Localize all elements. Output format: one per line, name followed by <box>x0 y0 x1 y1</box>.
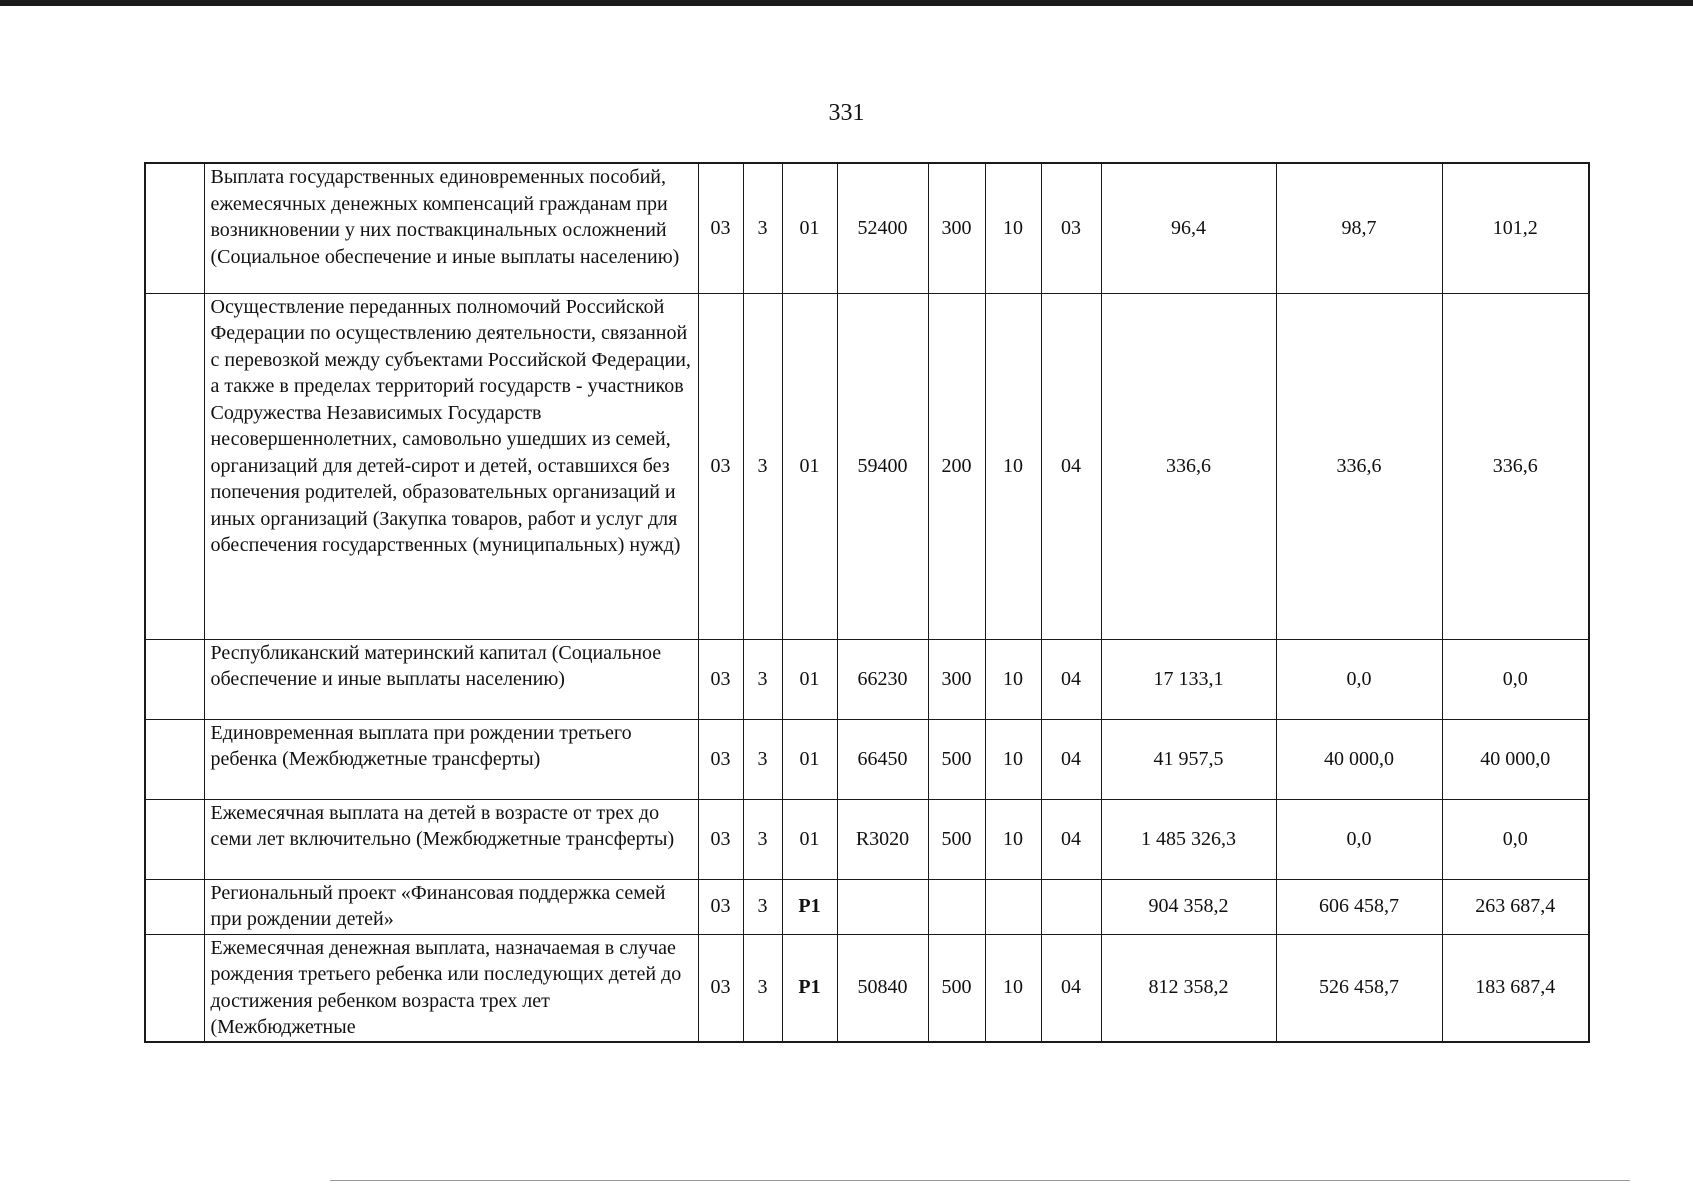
code-cell: 03 <box>698 719 743 799</box>
code-cell: 10 <box>985 799 1041 879</box>
description-cell: Региональный проект «Финансовая поддержка семей при рождении детей» <box>204 879 698 934</box>
code-cell: P1 <box>782 879 837 934</box>
code-cell: 3 <box>743 719 782 799</box>
table-row <box>145 293 1589 639</box>
top-border-line <box>0 0 1693 6</box>
code-cell: 01 <box>782 799 837 879</box>
code-cell: P1 <box>782 934 837 1042</box>
code-cell: 10 <box>985 934 1041 1042</box>
description-cell: Осуществление переданных полномочий Российской Федерации по осуществлению деятельности, связанной с перевозкой между субъектами Российской Федерации, а также в пределах территорий государств - участников Содружества Независимых Государств несовершеннолетних, самовольно ушедших из семей, организаций для детей-сирот и детей, оставшихся без попечения родителей, образовательных организаций и иных организаций (Закупка товаров, работ и услуг для обеспечения государственных (муниципальных) нужд) <box>204 293 698 639</box>
code-cell <box>985 879 1041 934</box>
code-cell: 200 <box>928 293 985 639</box>
code-cell: 3 <box>743 799 782 879</box>
code-cell: 10 <box>985 293 1041 639</box>
description-cell: Республиканский материнский капитал (Социальное обеспечение и иные выплаты населению) <box>204 639 698 719</box>
code-cell: 01 <box>782 163 837 293</box>
amount-cell: 263 687,4 <box>1442 879 1589 934</box>
description-cell: Ежемесячная выплата на детей в возрасте от трех до семи лет включительно (Межбюджетные трансферты) <box>204 799 698 879</box>
code-cell: 01 <box>782 293 837 639</box>
code-cell: 3 <box>743 879 782 934</box>
budget-table <box>144 162 1590 1043</box>
code-cell <box>928 879 985 934</box>
row-number-cell <box>145 163 204 293</box>
row-number-cell <box>145 934 204 1042</box>
code-cell: 04 <box>1041 934 1101 1042</box>
code-cell: 01 <box>782 639 837 719</box>
table-row <box>145 879 1589 934</box>
row-number-cell <box>145 293 204 639</box>
amount-cell: 336,6 <box>1101 293 1276 639</box>
code-cell: 03 <box>698 799 743 879</box>
code-cell: 3 <box>743 163 782 293</box>
table-row <box>145 799 1589 879</box>
code-cell: 03 <box>698 163 743 293</box>
row-number-cell <box>145 799 204 879</box>
code-cell: 03 <box>698 293 743 639</box>
code-cell: 04 <box>1041 799 1101 879</box>
table-row <box>145 719 1589 799</box>
page-number: 331 <box>828 100 865 126</box>
code-cell: 500 <box>928 934 985 1042</box>
amount-cell: 336,6 <box>1276 293 1442 639</box>
amount-cell: 904 358,2 <box>1101 879 1276 934</box>
code-cell: 03 <box>698 879 743 934</box>
amount-cell: 40 000,0 <box>1276 719 1442 799</box>
code-cell: 10 <box>985 639 1041 719</box>
amount-cell: 183 687,4 <box>1442 934 1589 1042</box>
code-cell: R3020 <box>837 799 928 879</box>
code-cell: 66230 <box>837 639 928 719</box>
description-cell: Выплата государственных единовременных пособий, ежемесячных денежных компенсаций гражданам при возникновении у них поствакцинальных осложнений (Социальное обеспечение и иные выплаты населению) <box>204 163 698 293</box>
code-cell: 3 <box>743 639 782 719</box>
table-row <box>145 934 1589 1042</box>
code-cell: 59400 <box>837 293 928 639</box>
code-cell: 10 <box>985 163 1041 293</box>
code-cell: 04 <box>1041 639 1101 719</box>
amount-cell: 96,4 <box>1101 163 1276 293</box>
amount-cell: 41 957,5 <box>1101 719 1276 799</box>
table-row <box>145 163 1589 293</box>
code-cell: 52400 <box>837 163 928 293</box>
bottom-faint-line <box>330 1180 1630 1181</box>
description-cell: Ежемесячная денежная выплата, назначаемая в случае рождения третьего ребенка или последующих детей до достижения ребенком возраста трех лет (Межбюджетные <box>204 934 698 1042</box>
amount-cell: 0,0 <box>1276 639 1442 719</box>
code-cell: 03 <box>698 934 743 1042</box>
table-row <box>145 639 1589 719</box>
amount-cell: 17 133,1 <box>1101 639 1276 719</box>
amount-cell: 0,0 <box>1442 799 1589 879</box>
code-cell: 300 <box>928 163 985 293</box>
amount-cell: 0,0 <box>1442 639 1589 719</box>
row-number-cell <box>145 879 204 934</box>
amount-cell: 606 458,7 <box>1276 879 1442 934</box>
amount-cell: 98,7 <box>1276 163 1442 293</box>
description-cell: Единовременная выплата при рождении третьего ребенка (Межбюджетные трансферты) <box>204 719 698 799</box>
code-cell: 500 <box>928 799 985 879</box>
code-cell: 300 <box>928 639 985 719</box>
amount-cell: 1 485 326,3 <box>1101 799 1276 879</box>
code-cell: 3 <box>743 293 782 639</box>
amount-cell: 0,0 <box>1276 799 1442 879</box>
code-cell: 03 <box>1041 163 1101 293</box>
code-cell: 01 <box>782 719 837 799</box>
amount-cell: 101,2 <box>1442 163 1589 293</box>
row-number-cell <box>145 719 204 799</box>
amount-cell: 40 000,0 <box>1442 719 1589 799</box>
code-cell: 03 <box>698 639 743 719</box>
code-cell: 66450 <box>837 719 928 799</box>
code-cell: 10 <box>985 719 1041 799</box>
code-cell: 50840 <box>837 934 928 1042</box>
amount-cell: 812 358,2 <box>1101 934 1276 1042</box>
amount-cell: 526 458,7 <box>1276 934 1442 1042</box>
amount-cell: 336,6 <box>1442 293 1589 639</box>
code-cell: 3 <box>743 934 782 1042</box>
code-cell <box>837 879 928 934</box>
code-cell: 500 <box>928 719 985 799</box>
row-number-cell <box>145 639 204 719</box>
code-cell: 04 <box>1041 293 1101 639</box>
code-cell: 04 <box>1041 719 1101 799</box>
code-cell <box>1041 879 1101 934</box>
